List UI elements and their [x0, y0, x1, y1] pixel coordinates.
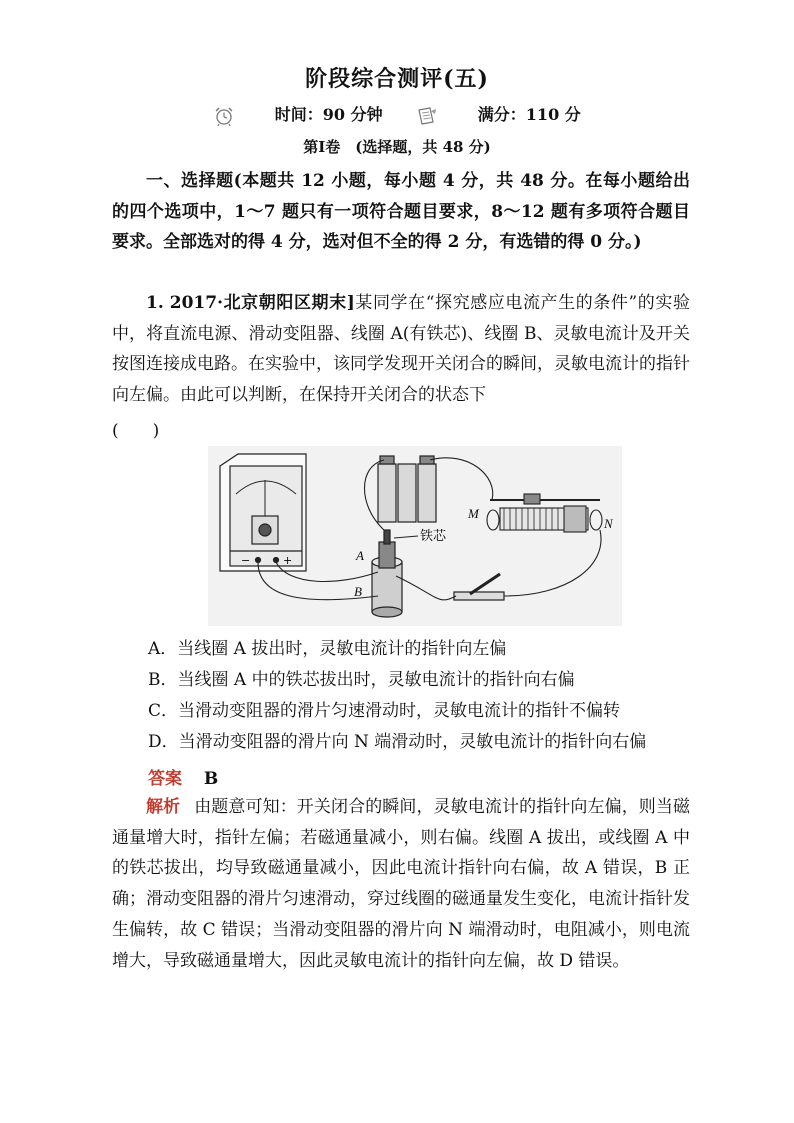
instructions: 一、选择题(本题共 12 小题，每小题 4 分，共 48 分。在每小题给出的四个选项中，1～7 题只有一项符合题目要求，8～12 题有多项符合题目要求。全部选对的得 4 分，选对但不全的得 2 分，有选错的得 0 分。) — [112, 171, 690, 252]
question-number: 1. — [146, 293, 164, 313]
option-d: D．当滑动变阻器的滑片向 N 端滑动时，灵敏电流计的指针向右偏 — [148, 732, 647, 752]
option-a: A．当线圈 A 拔出时，灵敏电流计的指针向左偏 — [148, 639, 507, 659]
answer-blank: ( ) — [112, 421, 160, 441]
answer-label: 答案 — [148, 769, 182, 789]
plus-terminal-label: + — [283, 554, 293, 567]
explanation — [112, 792, 690, 976]
circuit-figure — [208, 446, 622, 626]
section-title: 第Ⅰ卷 (选择题，共 48 分) — [303, 138, 491, 156]
rheostat — [487, 494, 602, 532]
alarm-clock-icon — [213, 106, 235, 126]
answer-value: B — [203, 769, 219, 789]
option-c: C．当滑动变阻器的滑片匀速滑动时，灵敏电流计的指针不偏转 — [148, 701, 621, 721]
question-stem — [112, 288, 690, 410]
galvanometer — [220, 454, 306, 571]
battery — [378, 456, 436, 522]
paper-pencil-icon — [416, 106, 438, 126]
page-title: 阶段综合测评(五) — [305, 66, 489, 92]
answer-line — [148, 764, 218, 789]
label-M: M — [468, 506, 479, 521]
minus-terminal-label: − — [241, 554, 251, 567]
question-text: 某同学在“探究感应电流产生的条件”的实验中，将直流电源、滑动变阻器、线圈 A(有铁芯)、线圈 B、灵敏电流计及开关按图连接成电路。在实验中，该同学发现开关闭合的瞬间，灵敏电流计的指针向左偏。由此可以判断，在保持开关闭合的状态下 — [112, 293, 690, 405]
label-B: B — [354, 584, 362, 599]
label-N: N — [604, 516, 613, 531]
explanation-text: 由题意可知：开关闭合的瞬间，灵敏电流计的指针向左偏，则当磁通量增大时，指针左偏；若磁通量减小，则右偏。线圈 A 拔出，或线圈 A 中的铁芯拔出，均导致磁通量减小，因此电流计指针向右偏，故 A 错误，B 正确；滑动变阻器的滑片匀速滑动，穿过线圈的磁通量发生变化，电流计指针发生偏转，故 C 错误；当滑动变阻器的滑片向 N 端滑动时，电阻减小，则电流增大，导致磁通量增大，因此灵敏电流计的指针向左偏，故 D 错误。 — [112, 797, 691, 971]
option-b: B．当线圈 A 中的铁芯拔出时，灵敏电流计的指针向右偏 — [148, 670, 575, 690]
explanation-label: 解析 — [146, 797, 181, 817]
time-label: 时间：90 分钟 — [274, 105, 383, 124]
question-source: 2017·北京朝阳区期末] — [169, 293, 355, 313]
score-label: 满分：110 分 — [477, 105, 581, 124]
exam-meta — [0, 102, 794, 126]
iron-core-label: 铁芯 — [420, 529, 447, 544]
options-list — [148, 634, 708, 758]
label-A: A — [356, 548, 364, 563]
